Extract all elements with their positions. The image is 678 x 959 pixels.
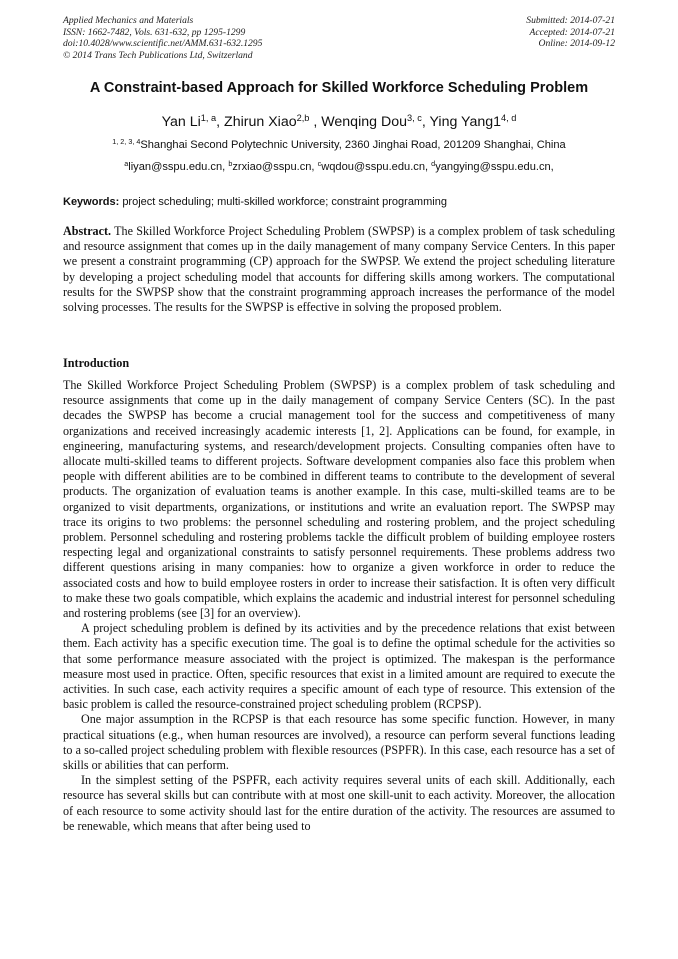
email-address[interactable]: liyan@sspu.edu.cn, xyxy=(128,161,226,173)
doi-line[interactable]: doi:10.4028/www.scientific.net/AMM.631-632.1295 xyxy=(63,38,263,49)
keywords-label: Keywords: xyxy=(63,196,120,208)
author-name: Yan Li xyxy=(161,114,201,130)
abstract xyxy=(63,224,615,315)
section-heading-introduction: Introduction xyxy=(63,356,130,370)
author-name: Ying Yang1 xyxy=(429,114,502,130)
body-paragraph: One major assumption in the RCPSP is that each resource has some specific function. However, in many practical situations (e.g., when human resources are involved), a resource can perform several functions leading to a so-called project scheduling problem with flexible resources (PSPFR). In this case, each resource has a set of skills or abilities that can perform. xyxy=(63,712,615,773)
email-list xyxy=(40,160,638,174)
body-paragraph: The Skilled Workforce Project Scheduling Problem (SWPSP) is a complex problem of task scheduling and resource assignments that come up in the daily management of company Service Centers (SC). In the past decades the SWPSP has become a crucial management tool for the success and competitiveness of many organizations and received increasingly academic interests [1, 2]. Applications can be found, for example, in engineering, manufacturing systems, and research/development projects. Consulting companies often have to allocate multi-skilled teams to different projects. Software development companies also face this problem when people with different abilities are to be combined in different teams to contribute to the development of several products. The organization of evaluation teams is another example. In this case, multi-skilled teams are to be organized to visit departments, organizations, or institutions and write an evaluation report. The SWPSP may trace its origins to two problems: the personnel scheduling and rostering problem, and the project scheduling problem. Personnel scheduling and rostering problems tackle the difficult problem of building employee rosters respecting legal and organizational constraints to satisfy personnel requirements. These problems address two different questions arising in many companies: how to organize a given workforce in order to reduce the associated costs and how to build employee rosters in order to increase their satisfaction. It is often very difficult to make these two goals compatible, which explains the academic and industrial interest for personnel scheduling and rostering problems (see [3] for an overview). xyxy=(63,378,615,621)
dates-info xyxy=(526,15,615,50)
submitted-date: Submitted: 2014-07-21 xyxy=(526,15,615,26)
body-paragraph: A project scheduling problem is defined by its activities and by the precedence relations that exist between them. Each activity has a specific execution time. The goal is to define the optimal schedule for the activities so that some performance measure associated with the project is optimized. The makespan is the performance measure most used in practice. Often, specific resources that exist in a limited amount are required to execute the activities. In such case, each activity requires a specific amount of each type of resource. This extension of the basic problem is called the resource-constrained project scheduling problem (RCPSP). xyxy=(63,621,615,712)
author-sup: 3, c xyxy=(406,112,422,123)
introduction-body xyxy=(63,378,615,834)
email-sup: c xyxy=(317,159,322,169)
keywords-text: project scheduling; multi-skilled workforce; constraint programming xyxy=(122,196,447,208)
keywords xyxy=(63,195,615,209)
email-sup: a xyxy=(124,159,129,169)
author-sup: 4, d xyxy=(501,112,517,123)
abstract-label: Abstract. xyxy=(63,224,112,238)
email-sup: d xyxy=(431,159,436,169)
issn-line: ISSN: 1662-7482, Vols. 631-632, pp 1295-1299 xyxy=(63,26,246,38)
author-list: Yan Li$^{1, a}$, Zhirun Xiao$^{2,b}$ , Wenqing Dou$^{3, c}$, Ying Yang1$^{4, d}$ xyxy=(161,112,517,130)
online-date: Online: 2014-09-12 xyxy=(538,38,615,49)
author-name: Zhirun Xiao xyxy=(224,114,297,130)
accepted-date: Accepted: 2014-07-21 xyxy=(529,26,615,38)
copyright-line: © 2014 Trans Tech Publications Ltd, Switzerland xyxy=(63,49,253,61)
affiliation xyxy=(40,138,638,152)
affiliation-sup: 1, 2, 3, 4 xyxy=(112,137,141,147)
author-sup: 1, a xyxy=(200,112,217,123)
body-paragraph: In the simplest setting of the PSPFR, each activity requires several units of each skill. Additionally, each resource has several skills but can contribute with at most one skill-unit to each activity. Moreover, the allocation of each resource to some activity should last for the entire duration of the activity. The resources are assumed to be renewable, which means that after being used to xyxy=(63,773,615,833)
author-sup: 2,b xyxy=(296,112,310,123)
email-sup: b xyxy=(228,159,233,169)
affiliation-text: Shanghai Second Polytechnic University, 2360 Jinghai Road, 201209 Shanghai, China xyxy=(140,139,566,151)
email-address[interactable]: zrxiao@sspu.cn, xyxy=(232,161,315,173)
author-name: Wenqing Dou xyxy=(321,114,407,130)
paper-title: A Constraint-based Approach for Skilled Workforce Scheduling Problem xyxy=(89,80,589,96)
email-address[interactable]: wqdou@sspu.edu.cn, xyxy=(321,161,429,173)
journal-info xyxy=(63,15,262,61)
journal-name: Applied Mechanics and Materials xyxy=(63,15,194,26)
abstract-text: The Skilled Workforce Project Scheduling Problem (SWPSP) is a complex problem of task scheduling and resource assignment that comes up in the daily management of many company Service Centers. In this paper we present a constraint programming (CP) approach for the SWPSP. We extend the project scheduling literature by developing a project scheduling model that accounts for differing skills among workers. The computational results for the SWPSP show that the constraint programming approach increases the performance of the model solving processes. The results for the SWPSP is effective in solving the proposed problem. xyxy=(63,224,615,315)
email-address[interactable]: yangying@sspu.edu.cn, xyxy=(435,161,554,173)
